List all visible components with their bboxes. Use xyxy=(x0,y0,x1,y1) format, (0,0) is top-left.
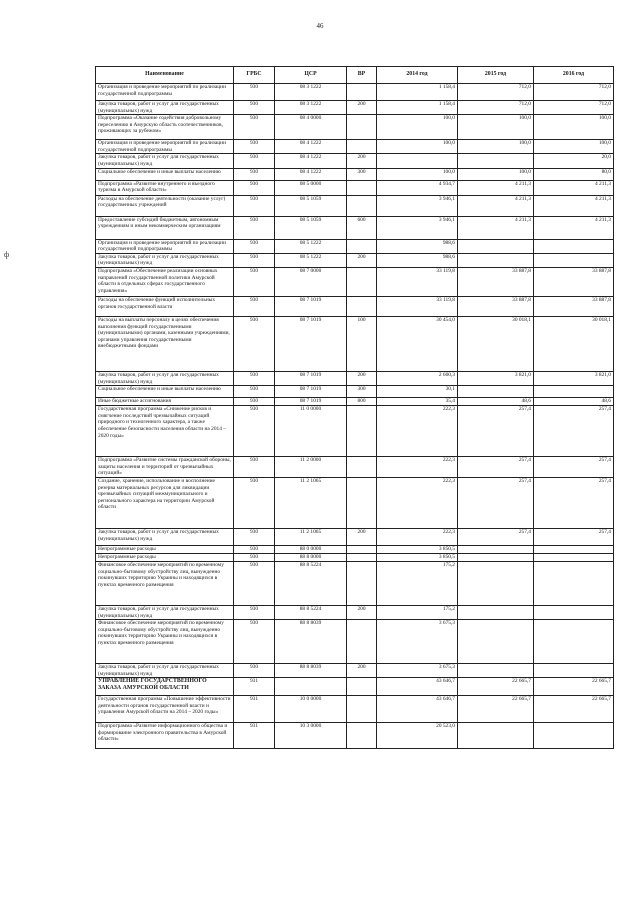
row-grbs-cell: 930 xyxy=(234,371,275,385)
row-2015-cell: 3 821,0 xyxy=(458,371,534,385)
row-2015-cell xyxy=(458,605,534,619)
row-grbs-cell: 930 xyxy=(234,267,275,296)
header-csr: ЦСР xyxy=(275,67,347,84)
table-row xyxy=(96,620,614,664)
row-grbs-cell: 930 xyxy=(234,168,275,180)
row-2014-cell: 20 523,0 xyxy=(377,723,458,749)
row-2016-cell: 33 887,8 xyxy=(534,267,614,296)
row-grbs-cell: 930 xyxy=(234,457,275,478)
row-vr-cell: 200 xyxy=(347,371,377,385)
row-csr-cell: 11 2 1065 xyxy=(275,528,347,545)
row-name-cell: Государственная программа «Снижение рисков и смягчение последствий чрезвычайных ситуаций природного и техногенного характера, а также обеспечение безопасности населения области на 2014 – 2020 годы» xyxy=(96,406,234,457)
row-2015-cell xyxy=(458,154,534,168)
row-2014-cell: 4 934,7 xyxy=(377,180,458,195)
row-vr-cell xyxy=(347,723,377,749)
row-grbs-cell: 930 xyxy=(234,664,275,678)
row-name-cell: Непрограммные расходы xyxy=(96,553,234,561)
row-name-cell: Подпрограмма «Оказание содействия добровольному переселению в Амурскую область соотечественников, проживающих за рубежом» xyxy=(96,115,234,140)
row-2016-cell: 4 211,3 xyxy=(534,180,614,195)
row-vr-cell xyxy=(347,195,377,216)
row-2015-cell: 33 887,8 xyxy=(458,267,534,296)
row-2016-cell xyxy=(534,253,614,267)
row-csr-cell: 08 4 1222 xyxy=(275,168,347,180)
row-2015-cell: 22 665,7 xyxy=(458,696,534,723)
row-grbs-cell: 930 xyxy=(234,216,275,239)
row-name-cell: Социальное обеспечение и иные выплаты населению xyxy=(96,386,234,398)
row-name-cell: Организация и проведение мероприятий по реализации государственной подпрограммы xyxy=(96,140,234,154)
row-2015-cell: 712,0 xyxy=(458,84,534,101)
row-2014-cell: 175,2 xyxy=(377,605,458,619)
table-header-row xyxy=(96,67,614,84)
row-2014-cell: 43 646,7 xyxy=(377,696,458,723)
row-csr-cell: 88 8 0000 xyxy=(275,553,347,561)
row-vr-cell: 300 xyxy=(347,386,377,398)
page-number: 46 xyxy=(316,22,324,30)
row-2016-cell: 22 665,7 xyxy=(534,696,614,723)
table-row xyxy=(96,168,614,180)
row-2014-cell: 33 119,8 xyxy=(377,296,458,316)
row-grbs-cell: 930 xyxy=(234,386,275,398)
row-vr-cell xyxy=(347,477,377,528)
row-2015-cell: 4 211,3 xyxy=(458,180,534,195)
row-name-cell: Расходы на обеспечение деятельности (оказание услуг) государственных учреждений xyxy=(96,195,234,216)
row-grbs-cell: 930 xyxy=(234,154,275,168)
row-2015-cell: 257,4 xyxy=(458,477,534,528)
row-name-cell: Социальное обеспечение и иные выплаты населению xyxy=(96,168,234,180)
table-row xyxy=(96,664,614,678)
row-2016-cell: 4 211,3 xyxy=(534,216,614,239)
row-grbs-cell: 931 xyxy=(234,696,275,723)
row-2014-cell: 988,6 xyxy=(377,253,458,267)
row-csr-cell: 11 2 1065 xyxy=(275,477,347,528)
row-name-cell: Закупка товаров, работ и услуг для государственных (муниципальных) нужд xyxy=(96,664,234,678)
row-csr-cell: 11 2 0000 xyxy=(275,457,347,478)
row-2016-cell: 80,0 xyxy=(534,168,614,180)
table-row xyxy=(96,561,614,605)
row-2015-cell: 22 665,7 xyxy=(458,678,534,696)
row-name-cell: Подпрограмма «Развитие информационного общества и формирование электронного правительства в Амурской области» xyxy=(96,723,234,749)
row-2016-cell: 257,4 xyxy=(534,528,614,545)
table-row xyxy=(96,239,614,253)
row-2016-cell: 257,4 xyxy=(534,406,614,457)
row-2014-cell: 3 675,3 xyxy=(377,620,458,664)
row-2014-cell: 100,0 xyxy=(377,140,458,154)
row-2014-cell: 222,3 xyxy=(377,457,458,478)
row-2014-cell: 222,3 xyxy=(377,477,458,528)
row-csr-cell: 88 8 5224 xyxy=(275,605,347,619)
header-name: Наименование xyxy=(96,67,234,84)
row-2015-cell xyxy=(458,620,534,664)
header-2016: 2016 год xyxy=(534,67,614,84)
row-csr-cell: 88 8 8039 xyxy=(275,620,347,664)
row-2016-cell xyxy=(534,553,614,561)
row-2016-cell: 20,0 xyxy=(534,154,614,168)
row-csr-cell: 10 3 0000 xyxy=(275,723,347,749)
row-2015-cell xyxy=(458,664,534,678)
row-vr-cell: 100 xyxy=(347,316,377,371)
row-2014-cell: 33 119,8 xyxy=(377,267,458,296)
table-row xyxy=(96,457,614,478)
row-name-cell: Финансовое обеспечение мероприятий по временному социально-бытовому обустройству лиц, вынужденно покинувших территорию Украины и находящихся в пунктах временного размещения xyxy=(96,561,234,605)
row-2016-cell: 257,4 xyxy=(534,457,614,478)
row-grbs-cell: 930 xyxy=(234,253,275,267)
row-2016-cell xyxy=(534,620,614,664)
row-grbs-cell: 930 xyxy=(234,561,275,605)
row-2014-cell: 222,3 xyxy=(377,406,458,457)
table-row xyxy=(96,696,614,723)
row-2016-cell: 22 665,7 xyxy=(534,678,614,696)
row-vr-cell xyxy=(347,620,377,664)
row-vr-cell xyxy=(347,545,377,553)
row-2015-cell xyxy=(458,386,534,398)
row-vr-cell: 200 xyxy=(347,605,377,619)
row-vr-cell xyxy=(347,696,377,723)
row-2015-cell xyxy=(458,561,534,605)
table-row xyxy=(96,267,614,296)
row-grbs-cell: 930 xyxy=(234,180,275,195)
row-2014-cell: 35,4 xyxy=(377,398,458,406)
row-csr-cell: 08 5 1222 xyxy=(275,253,347,267)
row-grbs-cell: 930 xyxy=(234,553,275,561)
table-row xyxy=(96,678,614,696)
row-csr-cell: 08 4 1222 xyxy=(275,140,347,154)
row-2016-cell xyxy=(534,386,614,398)
table-row xyxy=(96,545,614,553)
table-row xyxy=(96,296,614,316)
row-grbs-cell: 930 xyxy=(234,528,275,545)
row-vr-cell xyxy=(347,678,377,696)
row-name-cell: Закупка товаров, работ и услуг для государственных (муниципальных) нужд xyxy=(96,605,234,619)
row-name-cell: Организация и проведение мероприятий по реализации государственной подпрограммы xyxy=(96,239,234,253)
row-2015-cell: 257,4 xyxy=(458,528,534,545)
row-2014-cell: 2 600,3 xyxy=(377,371,458,385)
row-2015-cell: 100,0 xyxy=(458,168,534,180)
row-csr-cell: 08 5 0000 xyxy=(275,180,347,195)
table-row xyxy=(96,115,614,140)
table-row xyxy=(96,84,614,101)
row-grbs-cell: 930 xyxy=(234,406,275,457)
row-2014-cell xyxy=(377,154,458,168)
table-row xyxy=(96,553,614,561)
row-2016-cell xyxy=(534,664,614,678)
row-2016-cell xyxy=(534,545,614,553)
row-grbs-cell: 930 xyxy=(234,620,275,664)
table-row xyxy=(96,406,614,457)
row-2015-cell: 257,4 xyxy=(458,406,534,457)
row-vr-cell: 800 xyxy=(347,398,377,406)
row-2015-cell: 100,0 xyxy=(458,140,534,154)
row-grbs-cell: 930 xyxy=(234,477,275,528)
row-csr-cell: 08 3 1222 xyxy=(275,101,347,115)
row-2016-cell: 712,0 xyxy=(534,84,614,101)
header-2014: 2014 год xyxy=(377,67,458,84)
row-name-cell: УПРАВЛЕНИЕ ГОСУДАРСТВЕННОГО ЗАКАЗА АМУРСКОЙ ОБЛАСТИ xyxy=(96,678,234,696)
row-2014-cell: 3 946,1 xyxy=(377,216,458,239)
row-grbs-cell: 930 xyxy=(234,296,275,316)
row-2014-cell: 100,0 xyxy=(377,115,458,140)
row-2014-cell: 30 454,0 xyxy=(377,316,458,371)
row-csr-cell: 88 0 0000 xyxy=(275,545,347,553)
row-grbs-cell: 931 xyxy=(234,678,275,696)
budget-table xyxy=(95,66,614,749)
row-grbs-cell: 930 xyxy=(234,545,275,553)
row-vr-cell: 200 xyxy=(347,664,377,678)
row-2016-cell xyxy=(534,561,614,605)
row-csr-cell: 08 7 1019 xyxy=(275,371,347,385)
row-name-cell: Организация и проведение мероприятий по реализации государственной подпрограммы xyxy=(96,84,234,101)
table-row xyxy=(96,101,614,115)
row-2015-cell: 257,4 xyxy=(458,457,534,478)
row-grbs-cell: 930 xyxy=(234,115,275,140)
row-name-cell: Иные бюджетные ассигнования xyxy=(96,398,234,406)
row-name-cell: Расходы на обеспечение функций исполнительных органов государственной власти xyxy=(96,296,234,316)
row-name-cell: Подпрограмма «Развитие системы гражданской обороны, защиты населения и территорий от чрезвычайных ситуаций» xyxy=(96,457,234,478)
table-row xyxy=(96,528,614,545)
row-grbs-cell: 930 xyxy=(234,195,275,216)
row-csr-cell: 08 7 0000 xyxy=(275,267,347,296)
header-2015: 2015 год xyxy=(458,67,534,84)
row-csr-cell: 08 7 1019 xyxy=(275,296,347,316)
row-csr-cell: 88 8 8039 xyxy=(275,664,347,678)
row-name-cell: Подпрограмма «Развитие внутреннего и въездного туризма в Амурской области» xyxy=(96,180,234,195)
row-name-cell: Закупка товаров, работ и услуг для государственных (муниципальных) нужд xyxy=(96,101,234,115)
row-csr-cell: 08 5 1059 xyxy=(275,216,347,239)
row-csr-cell: 08 7 1019 xyxy=(275,386,347,398)
row-vr-cell xyxy=(347,140,377,154)
row-name-cell: Предоставление субсидий бюджетным, автономным учреждениям и иным некоммерческим организациям xyxy=(96,216,234,239)
row-grbs-cell: 931 xyxy=(234,723,275,749)
row-name-cell: Финансовое обеспечение мероприятий по временному социально-бытовому обустройству лиц, вынужденно покинувших территорию Украины и находящихся в пунктах временного размещения xyxy=(96,620,234,664)
row-2015-cell: 100,0 xyxy=(458,115,534,140)
row-2016-cell xyxy=(534,605,614,619)
row-2015-cell: 33 887,8 xyxy=(458,296,534,316)
row-vr-cell: 200 xyxy=(347,101,377,115)
row-2016-cell: 100,0 xyxy=(534,115,614,140)
row-csr-cell: 11 0 0000 xyxy=(275,406,347,457)
row-vr-cell xyxy=(347,296,377,316)
table-row xyxy=(96,371,614,385)
row-2014-cell: 222,3 xyxy=(377,528,458,545)
row-2015-cell: 30 018,1 xyxy=(458,316,534,371)
row-csr-cell: 08 7 1019 xyxy=(275,316,347,371)
row-grbs-cell: 930 xyxy=(234,316,275,371)
row-csr-cell: 08 3 1222 xyxy=(275,84,347,101)
row-grbs-cell: 930 xyxy=(234,101,275,115)
row-2014-cell: 43 646,7 xyxy=(377,678,458,696)
row-2016-cell: 712,0 xyxy=(534,101,614,115)
table-row xyxy=(96,154,614,168)
row-name-cell: Создание, хранение, использование и восполнение резерва материальных ресурсов для ликвидации чрезвычайных ситуаций межмуниципального и регионального характера на территории Амурской области xyxy=(96,477,234,528)
row-2016-cell: 48,6 xyxy=(534,398,614,406)
row-vr-cell xyxy=(347,84,377,101)
row-2015-cell: 712,0 xyxy=(458,101,534,115)
row-2014-cell: 30,1 xyxy=(377,386,458,398)
row-2015-cell xyxy=(458,723,534,749)
row-vr-cell: 200 xyxy=(347,253,377,267)
row-csr-cell xyxy=(275,678,347,696)
row-grbs-cell: 930 xyxy=(234,84,275,101)
row-2015-cell xyxy=(458,553,534,561)
row-2015-cell: 4 211,3 xyxy=(458,195,534,216)
row-vr-cell: 200 xyxy=(347,154,377,168)
row-name-cell: Закупка товаров, работ и услуг для государственных (муниципальных) нужд xyxy=(96,528,234,545)
row-2014-cell: 175,2 xyxy=(377,561,458,605)
row-vr-cell xyxy=(347,457,377,478)
row-2015-cell xyxy=(458,253,534,267)
row-vr-cell xyxy=(347,180,377,195)
row-grbs-cell: 930 xyxy=(234,140,275,154)
row-vr-cell xyxy=(347,561,377,605)
row-2014-cell: 1 158,4 xyxy=(377,84,458,101)
row-vr-cell xyxy=(347,267,377,296)
row-2016-cell: 4 211,3 xyxy=(534,195,614,216)
row-csr-cell: 88 8 5224 xyxy=(275,561,347,605)
row-name-cell: Закупка товаров, работ и услуг для государственных (муниципальных) нужд xyxy=(96,154,234,168)
table-row xyxy=(96,386,614,398)
row-csr-cell: 08 4 0000 xyxy=(275,115,347,140)
row-2014-cell: 100,0 xyxy=(377,168,458,180)
table-row xyxy=(96,180,614,195)
header-grbs: ГРБС xyxy=(234,67,275,84)
row-2016-cell: 3 821,0 xyxy=(534,371,614,385)
row-csr-cell: 08 4 1222 xyxy=(275,154,347,168)
row-2015-cell: 48,6 xyxy=(458,398,534,406)
row-name-cell: Закупка товаров, работ и услуг для государственных (муниципальных) нужд xyxy=(96,253,234,267)
row-vr-cell xyxy=(347,239,377,253)
margin-mark: ф xyxy=(4,250,10,259)
row-name-cell: Государственная программа «Повышение эффективности деятельности органов государственной власти и управления Амурской области на 2014 – 2020 годы» xyxy=(96,696,234,723)
row-vr-cell: 300 xyxy=(347,168,377,180)
row-name-cell: Расходы на выплаты персоналу в целях обеспечения выполнения функций государственными (муниципальными) органами, казенными учреждениями, органами управления государственными внебюджетными фондами xyxy=(96,316,234,371)
row-2014-cell: 3 675,3 xyxy=(377,664,458,678)
row-2016-cell: 30 018,1 xyxy=(534,316,614,371)
row-vr-cell: 600 xyxy=(347,216,377,239)
table-row xyxy=(96,253,614,267)
row-vr-cell xyxy=(347,553,377,561)
row-2016-cell: 100,0 xyxy=(534,140,614,154)
table-row xyxy=(96,477,614,528)
row-grbs-cell: 930 xyxy=(234,398,275,406)
row-2016-cell xyxy=(534,723,614,749)
table-row xyxy=(96,316,614,371)
row-2014-cell: 988,6 xyxy=(377,239,458,253)
row-vr-cell xyxy=(347,115,377,140)
table-row xyxy=(96,216,614,239)
row-name-cell: Непрограммные расходы xyxy=(96,545,234,553)
row-csr-cell: 08 5 1222 xyxy=(275,239,347,253)
row-name-cell: Закупка товаров, работ и услуг для государственных (муниципальных) нужд xyxy=(96,371,234,385)
row-2016-cell: 33 887,8 xyxy=(534,296,614,316)
row-2014-cell: 1 158,4 xyxy=(377,101,458,115)
row-2015-cell xyxy=(458,239,534,253)
row-2015-cell xyxy=(458,545,534,553)
row-2014-cell: 3 850,5 xyxy=(377,545,458,553)
row-vr-cell: 200 xyxy=(347,528,377,545)
table-row xyxy=(96,398,614,406)
row-csr-cell: 08 5 1059 xyxy=(275,195,347,216)
table-row xyxy=(96,140,614,154)
table-row xyxy=(96,195,614,216)
row-csr-cell: 08 7 1019 xyxy=(275,398,347,406)
row-grbs-cell: 930 xyxy=(234,605,275,619)
row-name-cell: Подпрограмма «Обеспечение реализации основных направлений государственной политики Амурской области в отдельных сферах государственного управления» xyxy=(96,267,234,296)
row-2016-cell xyxy=(534,239,614,253)
header-vr: ВР xyxy=(347,67,377,84)
table-row xyxy=(96,605,614,619)
row-vr-cell xyxy=(347,406,377,457)
row-grbs-cell: 930 xyxy=(234,239,275,253)
row-2014-cell: 3 850,5 xyxy=(377,553,458,561)
row-2015-cell: 4 211,3 xyxy=(458,216,534,239)
row-2016-cell: 257,4 xyxy=(534,477,614,528)
row-2014-cell: 3 946,1 xyxy=(377,195,458,216)
row-csr-cell: 10 0 0000 xyxy=(275,696,347,723)
table-row xyxy=(96,723,614,749)
